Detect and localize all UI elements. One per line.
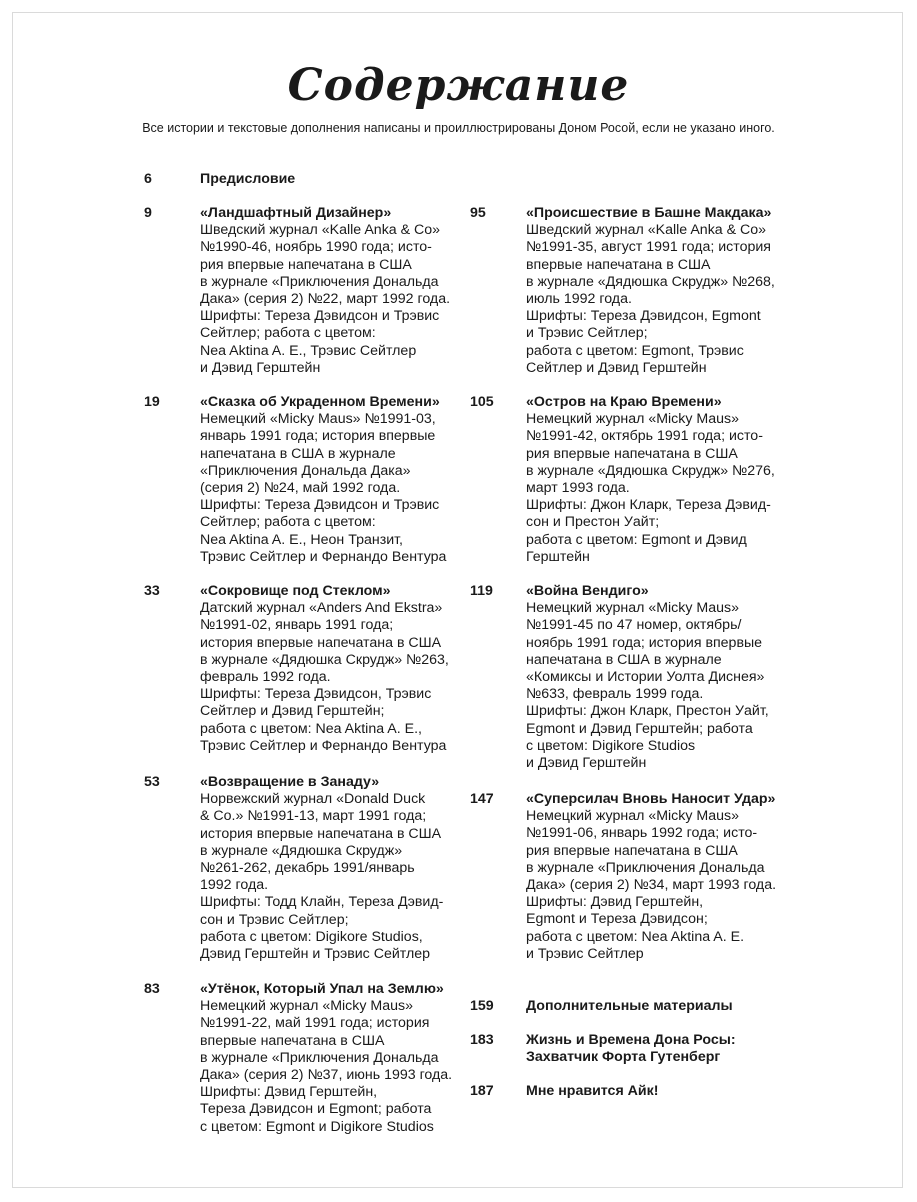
toc-entry-title: «Сокровище под Стеклом» [200, 583, 391, 599]
toc-entry-detail-line: рия впервые напечатана в США [526, 842, 738, 859]
toc-entry-detail-line: впервые напечатана в США [200, 1032, 385, 1049]
toc-entry-detail-line: с цветом: Digikore Studios [526, 737, 696, 754]
toc-entry-detail-line: Дака» (серия 2) №22, март 1992 года. [200, 291, 451, 308]
toc-entry-detail-line: и Трэвис Сейтлер; [526, 325, 648, 342]
toc-entry-detail-line: Дака» (серия 2) №37, июнь 1993 года. [200, 1067, 453, 1084]
toc-entry-title: «Суперсилач Вновь Наносит Удар» [526, 791, 776, 807]
toc-entry-detail-line: работа с цветом: Egmont и Дэвид [526, 531, 747, 548]
toc-entry-detail-line: Тереза Дэвидсон и Egmont; работа [200, 1101, 432, 1118]
toc-entry-detail-line: ноябрь 1991 года; история впервые [526, 634, 763, 651]
toc-entry-detail-line: & Co.» №1991-13, март 1991 года; [200, 808, 427, 825]
toc-entry-detail-line: Сейтлер; работа с цветом: [200, 325, 376, 342]
toc-entry-detail-line: Норвежский журнал «Donald Duck [200, 791, 426, 808]
toc-entry-title: «Ландшафтный Дизайнер» [200, 205, 392, 221]
toc-entry-detail-line: Сейтлер; работа с цветом: [200, 514, 376, 531]
toc-entry-detail-line: и Трэвис Сейтлер [526, 945, 644, 962]
toc-entry-detail-line: Герштейн [526, 548, 590, 565]
toc-entry-detail-line: сон и Трэвис Сейтлер; [200, 911, 349, 928]
toc-entry-detail-line: и Дэвид Герштейн [200, 359, 321, 376]
toc-entry-detail-line: Немецкий «Micky Maus» №1991-03, [200, 411, 436, 428]
page-subtitle: Все истории и текстовые дополнения написаны и проиллюстрированы Доном Росой, если не указано иного. [142, 121, 775, 135]
toc-entry-detail-line: в журнале «Дядюшка Скрудж» [200, 842, 403, 859]
toc-entry-detail-line: №1991-45 по 47 номер, октябрь/ [526, 617, 742, 634]
toc-entry-detail-line: №633, февраль 1999 года. [526, 686, 704, 703]
toc-entry-detail-line: сон и Престон Уайт; [526, 514, 660, 531]
toc-entry-detail-line: Шрифты: Тереза Дэвидсон и Трэвис [200, 308, 440, 325]
toc-page-number: 187 [470, 1083, 494, 1099]
toc-entry-detail-line: напечатана в США в журнале [526, 651, 722, 668]
toc-entry-detail-line: «Приключения Дональда Дака» [200, 462, 411, 479]
toc-entry-detail-line: (серия 2) №24, май 1992 года. [200, 480, 401, 497]
toc-entry-detail-line: впервые напечатана в США [526, 256, 711, 273]
toc-entry-detail-line: январь 1991 года; история впервые [200, 428, 436, 445]
toc-entry-detail-line: работа с цветом: Nea Aktina A. E., [200, 720, 422, 737]
toc-page-number: 19 [144, 394, 160, 410]
toc-entry-title: «Сказка об Украденном Времени» [200, 394, 440, 410]
toc-entry-detail-line: в журнале «Приключения Дональда [526, 859, 765, 876]
toc-entry-detail-line: Egmont и Дэвид Герштейн; работа [526, 720, 753, 737]
toc-entry-detail-line: Сейтлер и Дэвид Герштейн; [200, 703, 385, 720]
toc-entry-detail-line: Шрифты: Тереза Дэвидсон и Трэвис [200, 497, 440, 514]
toc-page-number: 95 [470, 205, 486, 221]
toc-entry-detail-line: №1991-35, август 1991 года; история [526, 239, 771, 256]
toc-entry-detail-line: март 1993 года. [526, 480, 630, 497]
toc-entry-detail-line: июль 1992 года. [526, 291, 632, 308]
toc-entry-detail-line: в журнале «Приключения Дональда [200, 1049, 439, 1066]
toc-entry-detail-line: Шрифты: Дэвид Герштейн, [526, 894, 704, 911]
toc-entry-detail-line: Трэвис Сейтлер и Фернандо Вентура [200, 737, 447, 754]
toc-entry-title: Мне нравится Айк! [526, 1083, 659, 1099]
toc-entry-detail-line: напечатана в США в журнале [200, 445, 396, 462]
toc-entry-title: Жизнь и Времена Дона Росы: [526, 1032, 736, 1048]
toc-entry-detail-line: рия впервые напечатана в США [526, 445, 738, 462]
toc-entry-detail-line: №1990-46, ноябрь 1990 года; исто- [200, 239, 432, 256]
toc-entry-detail-line: рия впервые напечатана в США [200, 256, 412, 273]
toc-entry-detail-line: Дэвид Герштейн и Трэвис Сейтлер [200, 946, 431, 963]
toc-entry-detail-line: №1991-42, октябрь 1991 года; исто- [526, 428, 763, 445]
toc-page-number: 6 [144, 171, 152, 187]
toc-entry-detail-line: «Комиксы и Истории Уолта Диснея» [526, 669, 765, 686]
toc-entry-detail-line: Немецкий журнал «Micky Maus» [200, 998, 413, 1015]
toc-entry-detail-line: Nea Aktina A. E., Неон Транзит, [200, 531, 403, 548]
toc-page-number: 147 [470, 791, 494, 807]
toc-entry-detail-line: в журнале «Дядюшка Скрудж» №276, [526, 462, 775, 479]
toc-entry-detail-line: Трэвис Сейтлер и Фернандо Вентура [200, 548, 447, 565]
toc-entry-detail-line: Шрифты: Джон Кларк, Престон Уайт, [526, 703, 769, 720]
toc-entry-title: «Война Вендиго» [526, 583, 649, 599]
toc-entry-detail-line: Немецкий журнал «Micky Maus» [526, 411, 739, 428]
toc-page-number: 33 [144, 583, 160, 599]
toc-page-number: 183 [470, 1032, 494, 1048]
toc-entry-detail-line: Немецкий журнал «Micky Maus» [526, 808, 739, 825]
toc-entry-title-continued: Захватчик Форта Гутенберг [526, 1049, 721, 1066]
toc-page-number: 53 [144, 774, 160, 790]
toc-entry-detail-line: №261-262, декабрь 1991/январь [200, 860, 415, 877]
toc-entry-detail-line: 1992 года. [200, 877, 269, 894]
toc-entry-detail-line: в журнале «Дядюшка Скрудж» №268, [526, 273, 775, 290]
toc-entry-detail-line: Датский журнал «Anders And Ekstra» [200, 600, 443, 617]
toc-entry-detail-line: №1991-02, январь 1991 года; [200, 617, 394, 634]
toc-entry-detail-line: Сейтлер и Дэвид Герштейн [526, 359, 707, 376]
toc-entry-detail-line: с цветом: Egmont и Digikore Studios [200, 1118, 434, 1135]
toc-entry-title: Дополнительные материалы [526, 998, 733, 1014]
toc-page-number: 119 [470, 583, 493, 599]
toc-entry-detail-line: история впервые напечатана в США [200, 825, 442, 842]
toc-entry-detail-line: Шрифты: Тереза Дэвидсон, Egmont [526, 308, 761, 325]
toc-entry-detail-line: работа с цветом: Digikore Studios, [200, 928, 423, 945]
toc-entry-detail-line: история впервые напечатана в США [200, 634, 442, 651]
toc-page-number: 159 [470, 998, 494, 1014]
toc-entry-title: «Остров на Краю Времени» [526, 394, 722, 410]
toc-entry-detail-line: работа с цветом: Egmont, Трэвис [526, 342, 744, 359]
toc-page-number: 83 [144, 981, 160, 997]
toc-entry-title: «Возвращение в Занаду» [200, 774, 380, 790]
toc-entry-title: «Утёнок, Который Упал на Землю» [200, 981, 444, 997]
toc-entry-detail-line: Дака» (серия 2) №34, март 1993 года. [526, 877, 777, 894]
toc-entry-detail-line: №1991-06, январь 1992 года; исто- [526, 825, 758, 842]
toc-entry-detail-line: февраль 1992 года. [200, 669, 331, 686]
toc-entry-detail-line: Шведский журнал «Kalle Anka & Co» [200, 222, 441, 239]
toc-entry-detail-line: и Дэвид Герштейн [526, 755, 647, 772]
toc-entry-detail-line: в журнале «Приключения Дональда [200, 273, 439, 290]
toc-page-number: 105 [470, 394, 494, 410]
toc-entry-detail-line: Nea Aktina A. E., Трэвис Сейтлер [200, 342, 417, 359]
toc-entry-detail-line: №1991-22, май 1991 года; история [200, 1015, 430, 1032]
toc-entry-detail-line: Шрифты: Джон Кларк, Тереза Дэвид- [526, 497, 771, 514]
toc-entry-detail-line: Шрифты: Тереза Дэвидсон, Трэвис [200, 686, 432, 703]
toc-entry-title: Предисловие [200, 171, 296, 187]
page-title: Содержание [287, 60, 630, 111]
toc-entry-detail-line: Немецкий журнал «Micky Maus» [526, 600, 739, 617]
toc-entry-detail-line: Шрифты: Тодд Клайн, Тереза Дэвид- [200, 894, 444, 911]
toc-entry-detail-line: Шведский журнал «Kalle Anka & Co» [526, 222, 767, 239]
toc-page-number: 9 [144, 205, 152, 221]
toc-entry-detail-line: Шрифты: Дэвид Герштейн, [200, 1084, 378, 1101]
toc-entry-detail-line: Egmont и Тереза Дэвидсон; [526, 911, 708, 928]
toc-entry-detail-line: в журнале «Дядюшка Скрудж» №263, [200, 651, 449, 668]
toc-entry-detail-line: работа с цветом: Nea Aktina A. E. [526, 928, 745, 945]
toc-entry-title: «Происшествие в Башне Макдака» [526, 205, 772, 221]
